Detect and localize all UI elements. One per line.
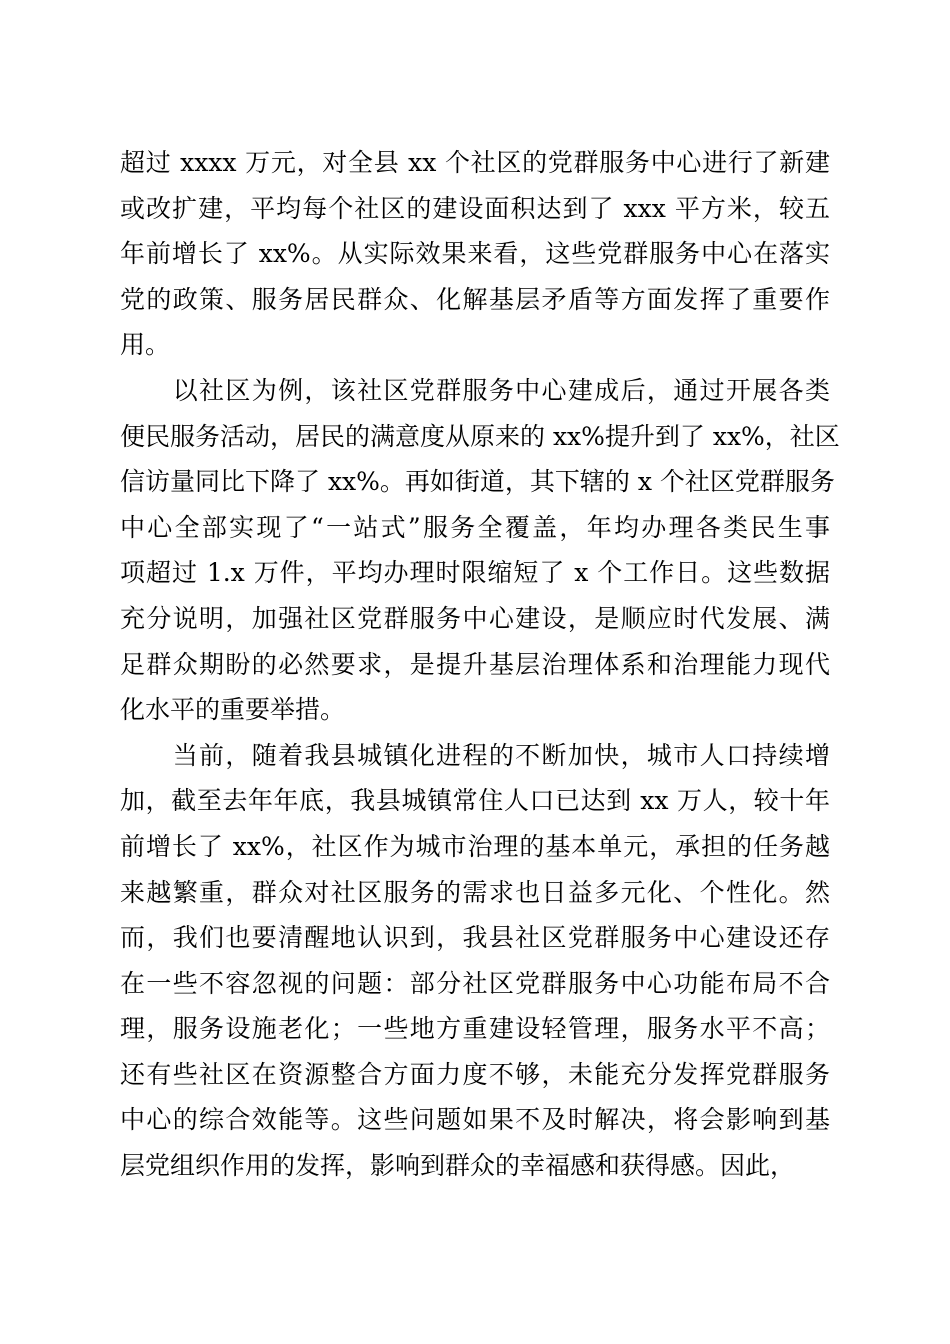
text-line: 便民服务活动，居民的满意度从原来的 xx%提升到了 xx%，社区 (120, 421, 840, 451)
paragraph-3 (120, 733, 830, 1189)
text-line: 层党组织作用的发挥，影响到群众的幸福感和获得感。因此， (120, 1151, 796, 1181)
text-line: 以社区为例，该社区党群服务中心建成后，通过开展各类 (120, 375, 830, 405)
text-line: 用。 (120, 330, 171, 360)
text-line: 理，服务设施老化；一些地方重建设轻管理，服务水平不高； (120, 1014, 830, 1044)
text-line: 加，截至去年年底，我县城镇常住人口已达到 xx 万人，较十年 (120, 786, 830, 816)
text-line: 而，我们也要清醒地认识到，我县社区党群服务中心建设还存 (120, 923, 830, 953)
paragraph-1 (120, 140, 830, 368)
text-line: 中心的综合效能等。这些问题如果不及时解决，将会影响到基 (120, 1105, 830, 1135)
text-line: 充分说明，加强社区党群服务中心建设，是顺应时代发展、满 (120, 603, 830, 633)
text-line: 年前增长了 xx%。从实际效果来看，这些党群服务中心在落实 (120, 239, 830, 269)
text-line: 超过 xxxx 万元，对全县 xx 个社区的党群服务中心进行了新建 (120, 148, 830, 177)
text-line: 项超过 1.x 万件，平均办理时限缩短了 x 个工作日。这些数据 (120, 558, 830, 588)
text-line: 来越繁重，群众对社区服务的需求也日益多元化、个性化。然 (120, 877, 830, 907)
text-line: 还有些社区在资源整合方面力度不够，未能充分发挥党群服务 (120, 1059, 830, 1089)
text-line: 或改扩建，平均每个社区的建设面积达到了 xxx 平方米，较五 (120, 193, 830, 223)
body-text (120, 140, 840, 1189)
text-line: 党的政策、服务居民群众、化解基层矛盾等方面发挥了重要作 (120, 284, 830, 314)
text-line: 足群众期盼的必然要求，是提升基层治理体系和治理能力现代 (120, 649, 830, 679)
text-line: 化水平的重要举措。 (120, 695, 346, 725)
text-line: 中心全部实现了“一站式”服务全覆盖，年均办理各类民生事 (120, 512, 830, 542)
text-line: 在一些不容忽视的问题：部分社区党群服务中心功能布局不合 (120, 968, 830, 998)
text-line: 信访量同比下降了 xx%。再如街道，其下辖的 x 个社区党群服务 (120, 467, 835, 497)
text-line: 前增长了 xx%，社区作为城市治理的基本单元，承担的任务越 (120, 831, 830, 861)
text-line: 当前，随着我县城镇化进程的不断加快，城市人口持续增 (120, 740, 830, 770)
paragraph-2 (120, 368, 840, 733)
